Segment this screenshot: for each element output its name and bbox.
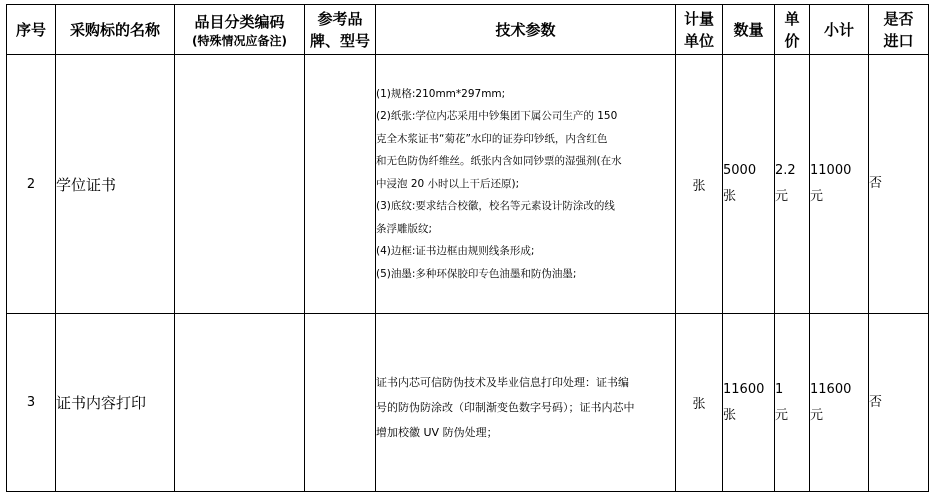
cell-tech	[376, 55, 676, 314]
header-code-label: 品目分类编码	[194, 12, 285, 31]
subtotal-value: 11600	[810, 381, 852, 397]
cell-price	[775, 314, 810, 492]
subtotal-value: 11000	[810, 163, 852, 178]
header-import	[869, 5, 929, 55]
header-subtotal: 小计	[810, 5, 869, 55]
price-unit: 元	[775, 189, 789, 204]
header-brand-line2: 牌、型号	[309, 31, 370, 50]
table-header-row	[7, 5, 929, 55]
header-price-line2: 价	[784, 31, 800, 50]
qty-unit: 张	[723, 407, 737, 423]
price-value: 2.2	[775, 163, 796, 178]
tech-line: 和无色防伪纤维丝。纸张内含如同钞票的湿强剂(在水	[376, 155, 622, 168]
qty-value: 11600	[723, 381, 765, 397]
cell-seq: 3	[7, 314, 56, 492]
subtotal-unit: 元	[810, 189, 824, 204]
table-row	[7, 314, 929, 492]
tech-line: 克全木浆证书“菊花”水印的证券印钞纸，内含红色	[376, 132, 608, 145]
price-unit: 元	[775, 407, 789, 423]
cell-import: 否	[869, 55, 929, 314]
cell-name: 学位证书	[56, 55, 175, 314]
cell-code	[175, 314, 305, 492]
header-qty: 数量	[723, 5, 775, 55]
cell-tech	[376, 314, 676, 492]
header-brand-line1: 参考品	[317, 9, 363, 28]
header-price-line1: 单	[784, 9, 800, 28]
table-row	[7, 55, 929, 314]
header-seq: 序号	[7, 5, 56, 55]
tech-line: (1)规格:210mm*297mm;	[376, 87, 506, 100]
tech-line: (3)底纹:要求结合校徽，校名等元素设计防涂改的线	[376, 200, 615, 213]
price-value: 1	[775, 381, 784, 397]
header-code	[175, 5, 305, 55]
header-unit-line2: 单位	[683, 31, 714, 50]
header-price	[775, 5, 810, 55]
tech-line: 中浸泡 20 小时以上干后还原);	[376, 177, 520, 190]
tech-line: (5)油墨:多种环保胶印专色油墨和防伪油墨;	[376, 267, 577, 280]
cell-brand	[305, 314, 376, 492]
tech-line: (2)纸张:学位内芯采用中钞集团下属公司生产的 150	[376, 110, 618, 123]
header-brand	[305, 5, 376, 55]
header-import-line2: 进口	[883, 31, 914, 50]
cell-name: 证书内容打印	[56, 314, 175, 492]
cell-seq: 2	[7, 55, 56, 314]
cell-brand	[305, 55, 376, 314]
qty-unit: 张	[723, 189, 737, 204]
header-unit	[676, 5, 723, 55]
tech-line: 证书内芯可信防伪技术及毕业信息打印处理：证书编	[376, 376, 629, 389]
cell-subtotal	[810, 314, 869, 492]
header-name: 采购标的名称	[56, 5, 175, 55]
cell-qty	[723, 314, 775, 492]
tech-line: 条浮雕版纹;	[376, 222, 433, 235]
cell-qty	[723, 55, 775, 314]
qty-value: 5000	[723, 163, 757, 178]
cell-unit: 张	[676, 314, 723, 492]
header-code-note: (特殊情况应备注)	[192, 33, 287, 48]
procurement-table	[6, 4, 929, 492]
header-unit-line1: 计量	[683, 9, 714, 28]
header-import-line1: 是否	[883, 9, 914, 28]
cell-price	[775, 55, 810, 314]
cell-import: 否	[869, 314, 929, 492]
tech-line: 增加校徽 UV 防伪处理；	[376, 426, 498, 439]
tech-line: (4)边框:证书边框由规则线条形成;	[376, 245, 535, 258]
cell-code	[175, 55, 305, 314]
header-tech: 技术参数	[376, 5, 676, 55]
tech-line: 号的防伪防涂改（印制渐变色数字号码）；证书内芯中	[376, 401, 635, 414]
cell-unit: 张	[676, 55, 723, 314]
subtotal-unit: 元	[810, 407, 824, 423]
cell-subtotal	[810, 55, 869, 314]
